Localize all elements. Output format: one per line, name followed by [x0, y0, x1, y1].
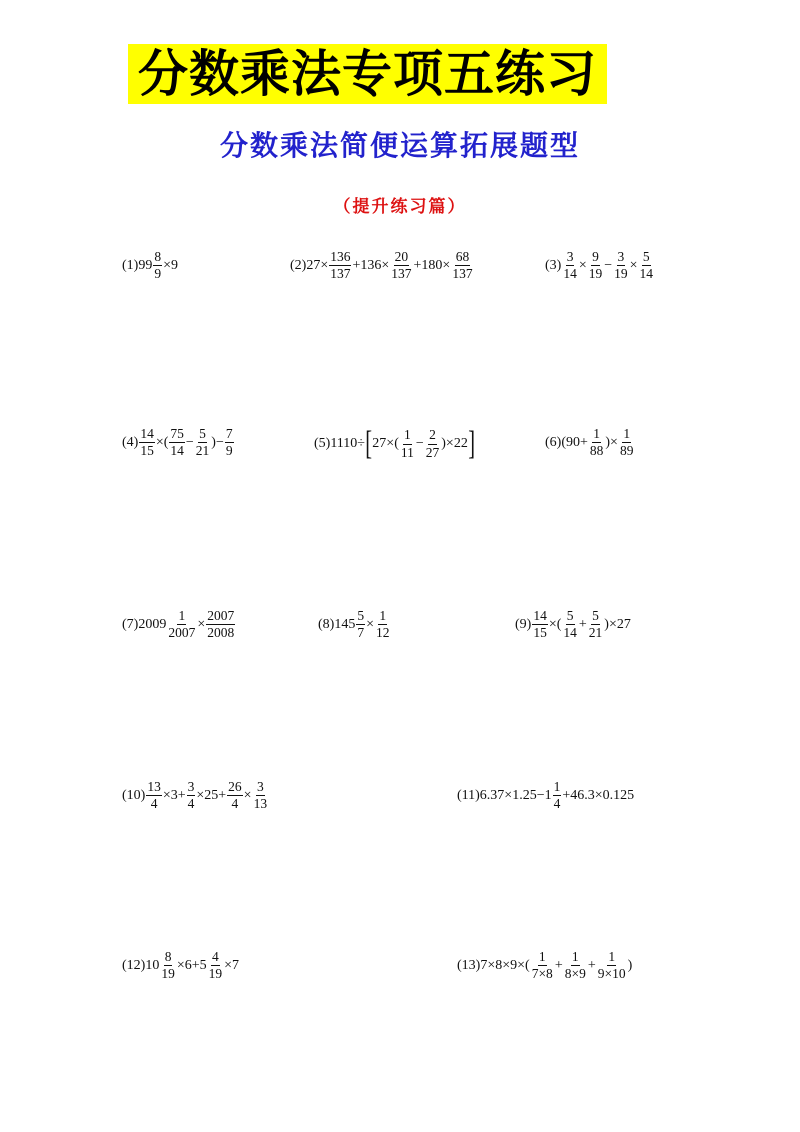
denominator: 7: [357, 625, 365, 641]
expr-text: )−: [211, 434, 224, 450]
numerator: 1: [403, 428, 412, 444]
square-bracket: [: [365, 425, 373, 462]
problem-10: [122, 780, 269, 811]
expr-text: ×: [243, 787, 252, 803]
denominator: 14: [563, 625, 577, 641]
numerator: 1: [592, 427, 601, 443]
numerator: 1: [622, 427, 631, 443]
problem-9: [515, 609, 631, 640]
expr-text: +: [554, 957, 563, 973]
numerator: 1: [607, 950, 616, 966]
expr-text: )×: [605, 434, 618, 450]
numerator: 3: [566, 250, 575, 266]
numerator: 136: [329, 250, 351, 266]
expr-text: −: [415, 436, 424, 451]
numerator: 3: [617, 250, 626, 266]
numerator: 26: [227, 780, 243, 796]
expr-text: ): [627, 957, 633, 973]
expr-text: (12)10: [122, 957, 160, 973]
problem-5: [314, 427, 475, 461]
fraction: [356, 609, 365, 640]
expr-text: −: [604, 257, 613, 273]
denominator: 27: [425, 444, 440, 460]
fraction: [227, 780, 243, 811]
denominator: 2008: [207, 625, 235, 641]
expr-text: (9): [515, 616, 532, 632]
fraction: [451, 250, 473, 281]
expr-text: ×3+: [162, 787, 186, 803]
fraction: [329, 250, 351, 281]
expr-text: ×: [578, 257, 587, 273]
expr-text: (10): [122, 787, 146, 803]
expr-text: −: [185, 434, 194, 450]
numerator: 1: [177, 609, 186, 625]
fraction: [562, 250, 578, 281]
numerator: 1: [378, 609, 387, 625]
fraction: [169, 427, 185, 458]
expr-text: (2)27×: [290, 257, 329, 273]
numerator: 5: [566, 609, 575, 625]
numerator: 2007: [206, 609, 235, 625]
expr-text: (5)1110÷: [314, 436, 365, 451]
numerator: 68: [455, 250, 471, 266]
denominator: 15: [533, 625, 547, 641]
numerator: 8: [164, 950, 173, 966]
problem-2: [290, 250, 475, 281]
expr-text: +: [587, 957, 596, 973]
denominator: 21: [195, 443, 210, 459]
fraction: [253, 780, 269, 811]
fraction: [195, 427, 211, 458]
fraction: [597, 950, 627, 981]
numerator: 1: [553, 780, 562, 796]
fraction: [588, 250, 604, 281]
numerator: 14: [532, 609, 548, 625]
expr-text: ×(: [548, 616, 562, 632]
expr-text: (8)145: [318, 616, 356, 632]
problem-8: [318, 609, 391, 640]
numerator: 4: [211, 950, 220, 966]
fraction: [375, 609, 391, 640]
numerator: 3: [187, 780, 196, 796]
expr-text: (1)99: [122, 257, 153, 273]
denominator: 7×8: [531, 966, 553, 982]
numerator: 20: [394, 250, 410, 266]
expr-text: ×: [197, 616, 206, 632]
expr-text: ×: [629, 257, 638, 273]
page-title: 分数乘法专项五练习: [138, 45, 597, 103]
denominator: 4: [231, 796, 239, 812]
problem-1: [122, 250, 178, 281]
denominator: 12: [375, 625, 390, 641]
fraction: [639, 250, 655, 281]
denominator: 19: [161, 966, 175, 982]
fraction: [208, 950, 224, 981]
fraction: [553, 780, 562, 811]
expr-text: +46.3×0.125: [562, 787, 635, 803]
expr-text: (3): [545, 257, 562, 273]
problem-7: [122, 609, 236, 640]
fraction: [619, 427, 635, 458]
denominator: 4: [187, 796, 195, 812]
expr-text: (13)7×8×9×(: [457, 957, 530, 973]
fraction: [390, 250, 412, 281]
problem-13: [457, 950, 632, 981]
denominator: 9: [225, 443, 233, 459]
numerator: 75: [169, 427, 185, 443]
denominator: 19: [614, 266, 628, 282]
numerator: 5: [356, 609, 365, 625]
numerator: 5: [591, 609, 600, 625]
expr-text: ×25+: [196, 787, 227, 803]
denominator: 4: [150, 796, 158, 812]
fraction: [206, 609, 235, 640]
numerator: 14: [139, 427, 155, 443]
numerator: 1: [538, 950, 547, 966]
expr-text: 27×(: [372, 436, 399, 451]
fraction: [153, 250, 162, 281]
fraction: [564, 950, 587, 981]
denominator: 4: [553, 796, 561, 812]
denominator: 137: [452, 266, 473, 282]
problem-3: [545, 250, 655, 281]
fraction: [146, 780, 162, 811]
denominator: 8×9: [564, 966, 586, 982]
fraction: [400, 428, 415, 459]
denominator: 89: [619, 443, 634, 459]
expr-text: (7)2009: [122, 616, 167, 632]
fraction: [160, 950, 176, 981]
numerator: 2: [428, 428, 437, 444]
denominator: 14: [563, 266, 577, 282]
expr-text: +: [578, 616, 587, 632]
numerator: 8: [153, 250, 162, 266]
denominator: 13: [253, 796, 268, 812]
title-highlight: [128, 44, 607, 104]
fraction: [589, 427, 605, 458]
numerator: 3: [256, 780, 265, 796]
denominator: 21: [588, 625, 603, 641]
expr-text: )×27: [604, 616, 631, 632]
expr-text: ×6+5: [176, 957, 207, 973]
numerator: 1: [571, 950, 580, 966]
problem-4: [122, 427, 235, 458]
denominator: 137: [330, 266, 351, 282]
problem-11: [457, 780, 634, 811]
denominator: 9×10: [597, 966, 626, 982]
fraction: [187, 780, 196, 811]
numerator: 13: [146, 780, 162, 796]
fraction: [588, 609, 604, 640]
expr-text: ×(: [155, 434, 169, 450]
square-bracket: ]: [468, 425, 475, 462]
denominator: 14: [170, 443, 184, 459]
denominator: 19: [208, 966, 223, 982]
denominator: 14: [639, 266, 654, 282]
expr-text: ×9: [163, 257, 178, 273]
expr-text: )×22: [441, 436, 468, 451]
section-label: （提升练习篇）: [333, 197, 467, 217]
problem-12: [122, 950, 239, 981]
denominator: 19: [588, 266, 603, 282]
denominator: 9: [154, 266, 162, 282]
fraction: [562, 609, 578, 640]
page-subtitle: 分数乘法简便运算拓展题型: [219, 129, 580, 162]
denominator: 137: [391, 266, 412, 282]
fraction: [167, 609, 196, 640]
numerator: 7: [225, 427, 234, 443]
expr-text: +136×: [352, 257, 390, 273]
fraction: [613, 250, 629, 281]
fraction: [531, 950, 554, 981]
fraction: [425, 428, 441, 459]
expr-text: (4): [122, 434, 139, 450]
denominator: 2007: [168, 625, 196, 641]
numerator: 5: [642, 250, 651, 266]
fraction: [225, 427, 234, 458]
expr-text: (11)6.37×1.25−1: [457, 787, 552, 803]
denominator: 15: [140, 443, 154, 459]
expr-text: (6)(90+: [545, 434, 588, 450]
denominator: 11: [400, 444, 414, 460]
problem-6: [545, 427, 635, 458]
expr-text: ×: [366, 616, 374, 632]
denominator: 88: [589, 443, 604, 459]
numerator: 9: [591, 250, 600, 266]
fraction: [139, 427, 155, 458]
expr-text: +180×: [413, 257, 451, 273]
numerator: 5: [198, 427, 207, 443]
fraction: [532, 609, 548, 640]
expr-text: ×7: [224, 957, 240, 973]
